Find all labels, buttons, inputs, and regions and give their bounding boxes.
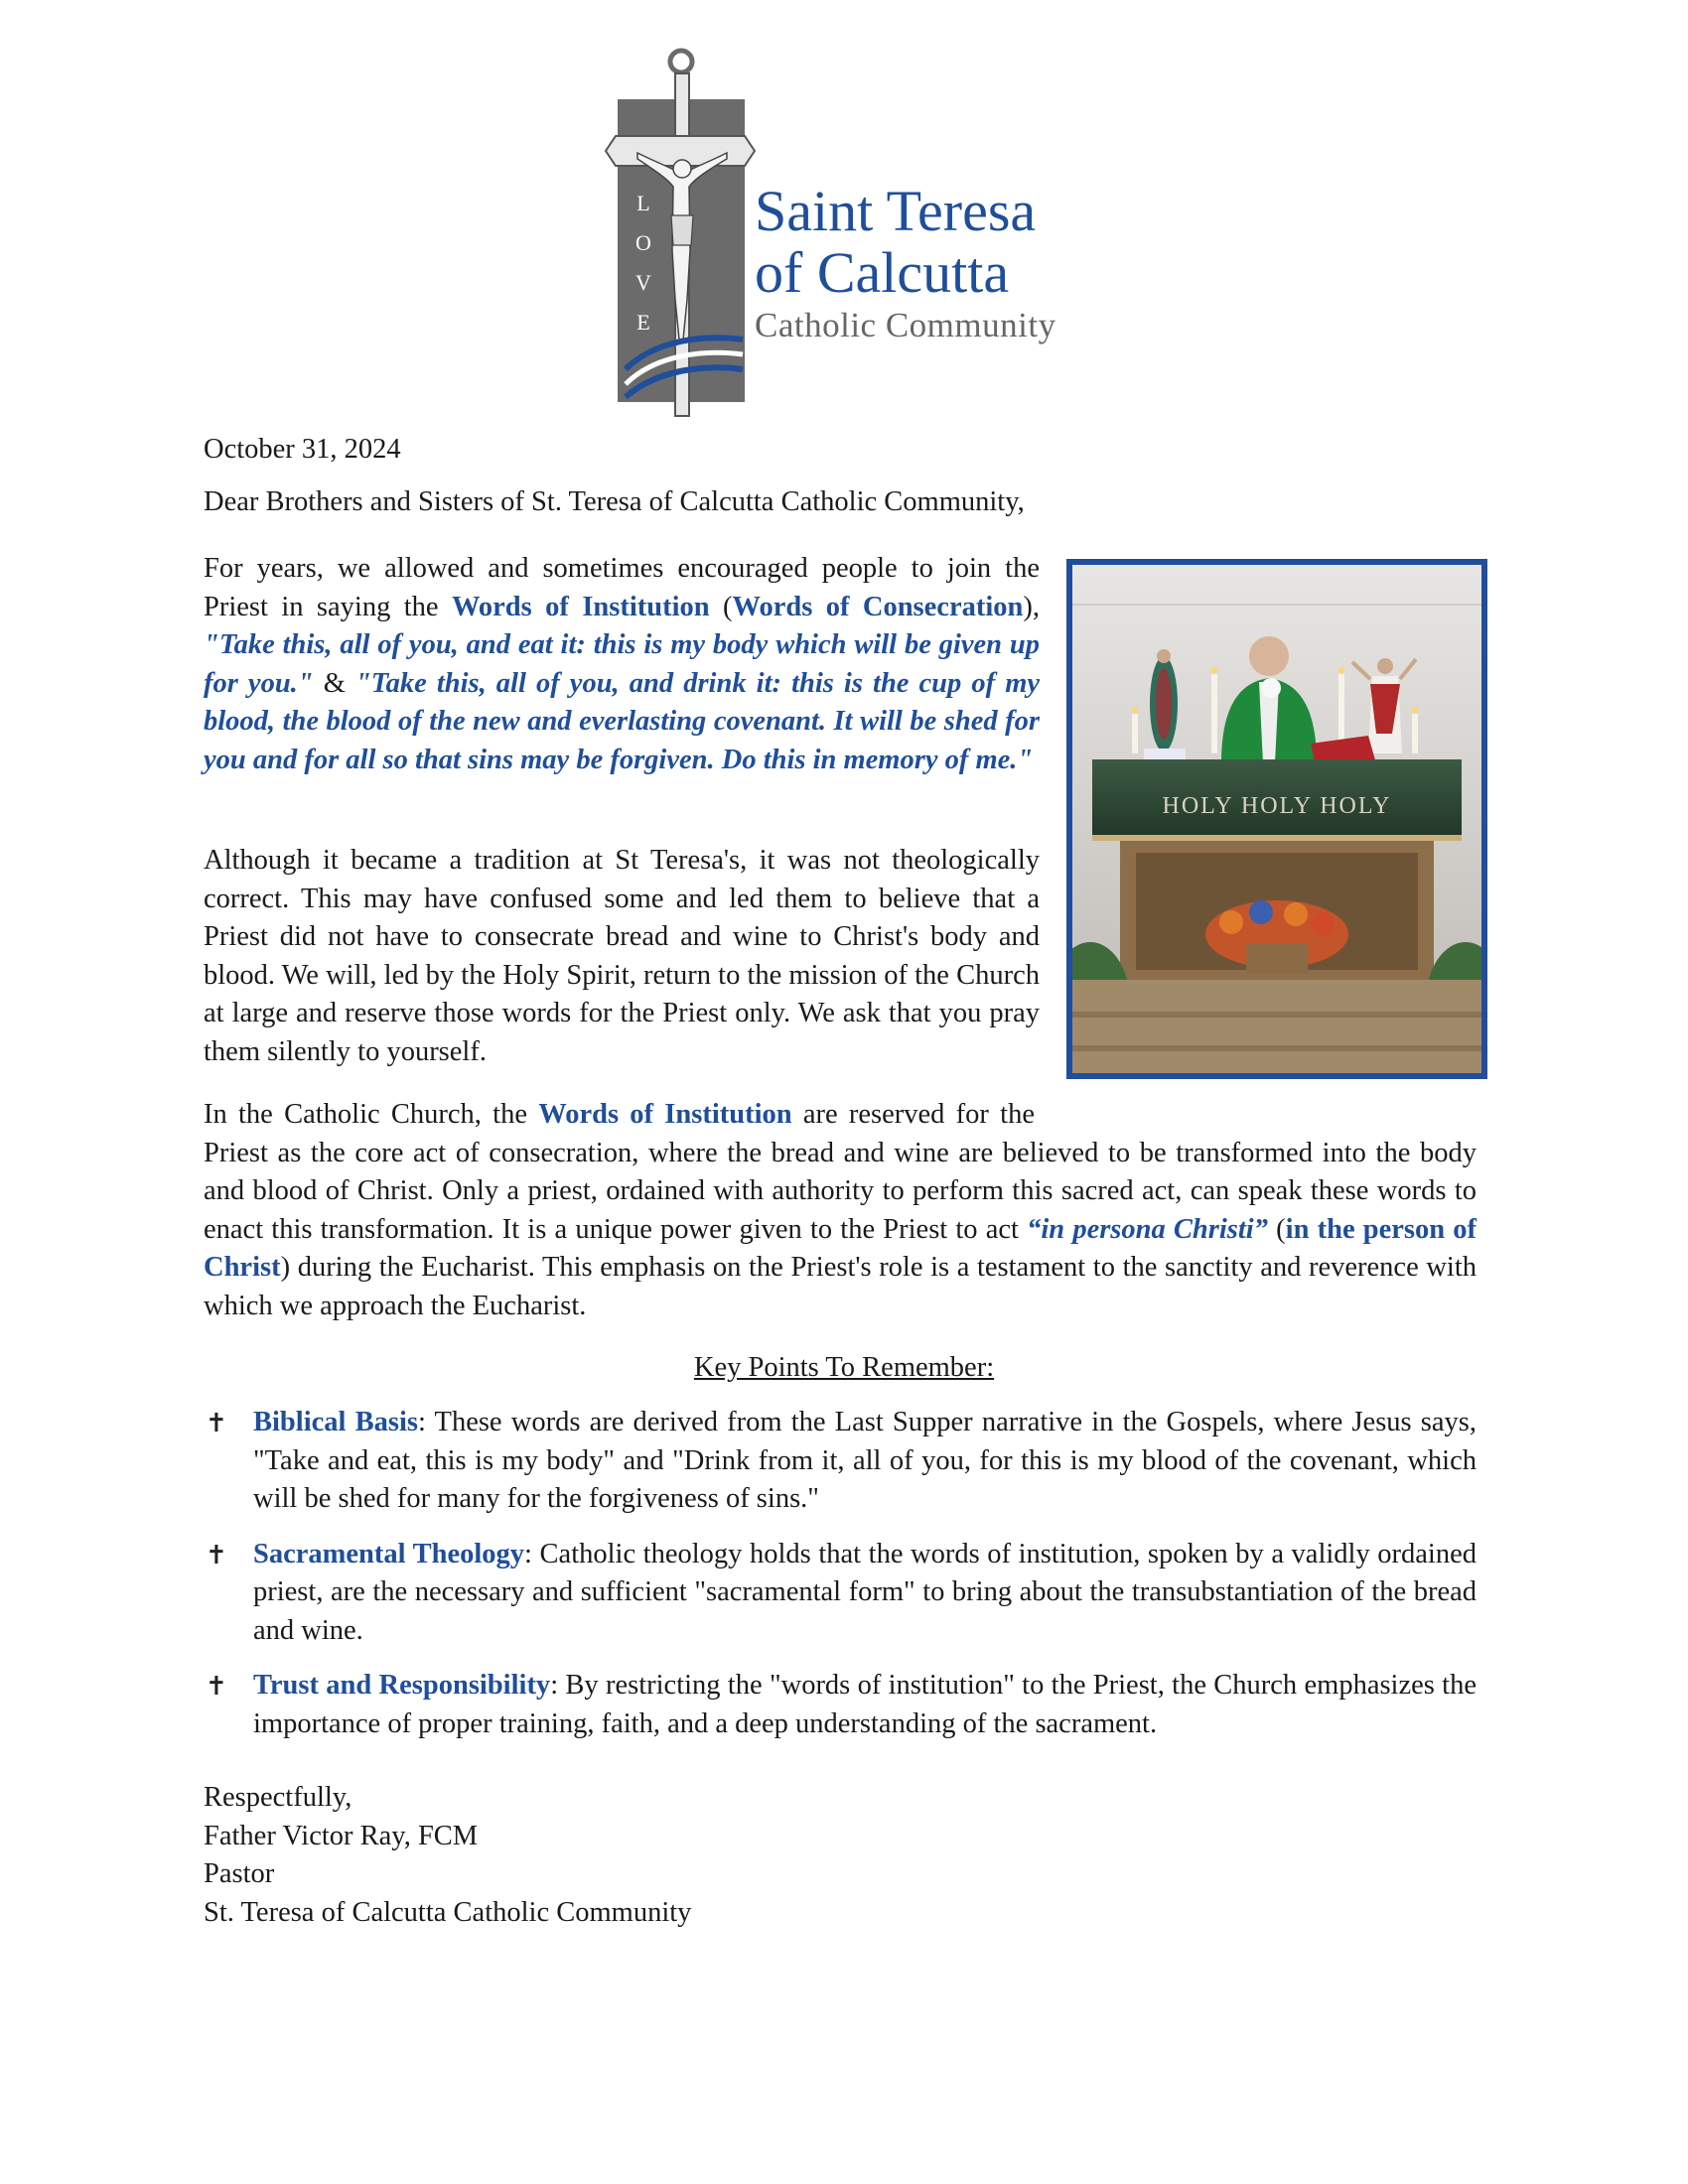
letter-date: October 31, 2024 — [204, 434, 401, 465]
list-item — [204, 1667, 1477, 1743]
svg-text:V: V — [635, 270, 651, 295]
p1-text-2: ( — [709, 591, 733, 622]
bullet-text: : Catholic theology holds that the words of institution, spoken by a validly ordained priest, are the necessary and sufficient "sacramental form" to bring about the transubstantiation of the bread and wine. — [253, 1538, 1477, 1646]
logo-name-line1: Saint Teresa — [755, 179, 1037, 243]
p3-highlight-person-of-christ: in the person of Christ — [204, 1213, 1477, 1283]
salutation: Dear Brothers and Sisters of St. Teresa of Calcutta Catholic Community, — [204, 486, 1025, 517]
logo-name-line2: of Calcutta — [755, 240, 1010, 305]
list-item — [204, 1536, 1477, 1651]
list-item — [204, 1404, 1477, 1519]
key-points-list — [204, 1404, 1477, 1760]
p1-highlight-words-of-institution: Words of Institution — [451, 591, 710, 622]
svg-text:O: O — [635, 230, 651, 255]
p1-highlight-words-of-consecration: Words of Consecration — [732, 591, 1024, 622]
key-points-heading: Key Points To Remember: — [693, 1352, 995, 1383]
priest-at-altar-image — [1072, 565, 1481, 1073]
latin-cross-icon: ✝ — [206, 1672, 227, 1702]
bullet-title: Trust and Responsibility — [253, 1670, 551, 1701]
signature-block — [204, 1779, 691, 1932]
p1-text-3: ), — [1023, 591, 1040, 622]
p3-text-1: In the Catholic Church, the — [204, 1099, 539, 1130]
svg-text:E: E — [636, 310, 650, 335]
p3-text-4: ) during the Eucharist. This emphasis on the Priest's role is a testament to the sanctity and reverence with which we approach the Eucharist. — [204, 1252, 1477, 1321]
signer-org: St. Teresa of Calcutta Catholic Community — [204, 1896, 692, 1928]
p3-highlight-words-of-institution: Words of Institution — [538, 1099, 792, 1130]
bullet-text: : These words are derived from the Last Supper narrative in the Gospels, where Jesus says, "Take and eat, this is my body" and "Drink from it, all of you, for this is my blood of the covenant, which will be shed for many for the forgiveness of sins." — [253, 1407, 1477, 1514]
svg-text:L: L — [636, 191, 650, 215]
photo-wrap-space — [1035, 1096, 1477, 1134]
altar-photo — [1066, 559, 1487, 1079]
p3-quote-in-persona-christi: “in persona Christi” — [1027, 1213, 1268, 1245]
logo-name-line3: Catholic Community — [755, 306, 1056, 344]
bullet-title: Sacramental Theology — [253, 1538, 525, 1570]
paragraph-words-of-institution — [204, 550, 1040, 779]
signer-name: Father Victor Ray, FCM — [204, 1820, 479, 1851]
p1-quote-blood: "Take this, all of you, and drink it: this is the cup of my blood, the blood of the new and everlasting covenant. It will be shed for you and for all so that sins may be forgiven. Do this in memory of me." — [204, 667, 1041, 775]
p1-quote-body: "Take this, all of you, and eat it: this is my body which will be given up for you." — [204, 629, 1040, 699]
p1-text-1: For years, we allowed and sometimes encouraged people to join the Priest in saying the — [204, 553, 1040, 622]
closing: Respectfully, — [204, 1782, 352, 1813]
p1-text-4: & — [313, 667, 355, 699]
latin-cross-icon: ✝ — [206, 1540, 227, 1570]
p3-text-2: are reserved for the Priest as the core act of consecration, where the bread and wine are believed to be transformed into the body and blood of Christ. Only a priest, ordained with authority to perform this sacred act, can speak these words to enact this transformation. It is a unique power given to the Priest to act — [204, 1099, 1477, 1245]
p3-text-3: ( — [1267, 1213, 1286, 1245]
paragraph-tradition: Although it became a tradition at St Teresa's, it was not theologically correct. This may have confused some and led them to believe that a Priest did not have to consecrate bread and wine to Christ's body and blood. We will, led by the Holy Spirit, return to the mission of the Church at large and reserve those words for the Priest only. We ask that you pray them silently to yourself. — [204, 845, 1040, 1067]
bullet-text: : By restricting the "words of institution" to the Priest, the Church emphasizes the importance of proper training, faith, and a deep understanding of the sacrament. — [253, 1670, 1477, 1739]
paragraph-catholic-church — [204, 1096, 1477, 1325]
altar-cloth-text: HOLY HOLY HOLY — [1162, 793, 1392, 819]
signer-title: Pastor — [204, 1858, 275, 1889]
logo-wordmark — [755, 181, 1056, 347]
bullet-title: Biblical Basis — [253, 1407, 418, 1437]
latin-cross-icon: ✝ — [206, 1409, 227, 1438]
